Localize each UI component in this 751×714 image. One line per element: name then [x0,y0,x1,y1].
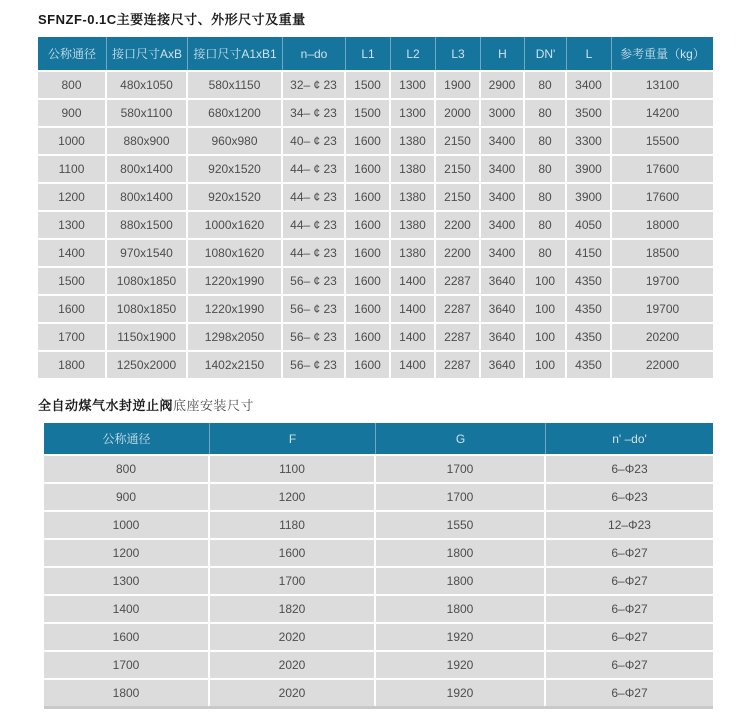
table-cell: 1600 [346,154,391,182]
column-header: DN' [525,37,567,70]
table-cell: 1500 [346,98,391,126]
table-cell: 1380 [391,238,436,266]
table-cell: 800 [38,70,107,98]
column-header: 接口尺寸AxB [107,37,188,70]
table-cell: 1600 [38,294,107,322]
table-cell: 100 [525,322,567,350]
base-install-table-wrap [44,423,713,709]
table-cell: 1250x2000 [107,350,188,378]
table-cell: 3640 [481,266,525,294]
table-cell: 100 [525,350,567,378]
table-cell: 580x1100 [107,98,188,126]
table-cell: 1600 [346,322,391,350]
table-cell: 1700 [376,454,546,482]
table-row [38,294,713,322]
table-row [38,182,713,210]
table-cell: 1220x1990 [188,294,283,322]
table-cell: 800 [44,454,210,482]
table-row [38,154,713,182]
base-install-title-light: 底座安装尺寸 [173,398,255,413]
table-row [38,350,713,378]
table-cell: 800x1400 [107,182,188,210]
table-cell: 1700 [376,482,546,510]
table-cell: 3400 [481,238,525,266]
table-cell: 56– ¢ 23 [283,350,346,378]
table-cell: 2900 [481,70,525,98]
table-header-row [38,37,713,70]
column-header: G [376,423,546,454]
table-cell: 1380 [391,182,436,210]
table-cell: 80 [525,98,567,126]
table-cell: 1200 [38,182,107,210]
table-cell: 1150x1900 [107,322,188,350]
table-cell: 2287 [436,294,481,322]
table-cell: 6–Φ23 [546,454,713,482]
base-install-dimensions-title [38,395,713,414]
table-cell: 2287 [436,266,481,294]
table-row [44,566,713,594]
table-cell: 1820 [210,594,376,622]
table-row [38,322,713,350]
table-row [38,126,713,154]
table-cell: 960x980 [188,126,283,154]
table-cell: 1900 [436,70,481,98]
table-cell: 1700 [44,650,210,678]
table-cell: 1700 [38,322,107,350]
table-cell: 880x1500 [107,210,188,238]
table-cell: 1402x2150 [188,350,283,378]
table-row [44,510,713,538]
table-row [44,678,713,706]
table-cell: 1600 [346,210,391,238]
table-cell: 1800 [38,350,107,378]
table-cell: 3640 [481,350,525,378]
table-cell: 1080x1850 [107,294,188,322]
table-cell: 20200 [612,322,713,350]
table-cell: 80 [525,210,567,238]
table-cell: 80 [525,126,567,154]
table-cell: 1200 [44,538,210,566]
column-header: 接口尺寸A1xB1 [188,37,283,70]
table-cell: 970x1540 [107,238,188,266]
table-cell: 1700 [210,566,376,594]
table-cell: 3400 [567,70,612,98]
table-cell: 14200 [612,98,713,126]
table-cell: 3300 [567,126,612,154]
table-cell: 1300 [391,70,436,98]
table-cell: 6–Φ27 [546,538,713,566]
table-cell: 1920 [376,678,546,706]
table-cell: 1800 [376,538,546,566]
column-header: F [210,423,376,454]
column-header: L3 [436,37,481,70]
table-cell: 4350 [567,266,612,294]
table-cell: 1400 [38,238,107,266]
table-cell: 2150 [436,154,481,182]
column-header: L2 [391,37,436,70]
table-cell: 100 [525,294,567,322]
table-cell: 40– ¢ 23 [283,126,346,154]
connection-dimensions-title: SFNZF-0.1C主要连接尺寸、外形尺寸及重量 [38,12,306,27]
table-row [38,210,713,238]
table-cell: 19700 [612,266,713,294]
table-cell: 1380 [391,210,436,238]
column-header: n' –do' [546,423,713,454]
table-cell: 3400 [481,210,525,238]
table-cell: 1920 [376,650,546,678]
table-row [38,98,713,126]
table-cell: 6–Φ23 [546,482,713,510]
table-row [38,238,713,266]
table-row [38,70,713,98]
table-cell: 1600 [346,266,391,294]
table-cell: 15500 [612,126,713,154]
table-cell: 4050 [567,210,612,238]
table-cell: 1400 [391,266,436,294]
table-cell: 1550 [376,510,546,538]
table-cell: 80 [525,182,567,210]
table-cell: 1600 [346,182,391,210]
table-cell: 22000 [612,350,713,378]
table-cell: 2287 [436,322,481,350]
table-cell: 1600 [346,350,391,378]
table-cell: 3400 [481,154,525,182]
table-row [38,266,713,294]
table-cell: 3640 [481,322,525,350]
table-cell: 1080x1620 [188,238,283,266]
table-cell: 12–Φ23 [546,510,713,538]
table-cell: 1800 [44,678,210,706]
column-header: n–do [283,37,346,70]
table-cell: 3640 [481,294,525,322]
table-row [44,454,713,482]
table-cell: 920x1520 [188,182,283,210]
table-cell: 44– ¢ 23 [283,238,346,266]
table-cell: 4350 [567,322,612,350]
table-cell: 1000 [44,510,210,538]
table-cell: 6–Φ27 [546,650,713,678]
table-cell: 1400 [391,350,436,378]
connection-dimensions-table [38,37,713,378]
table-cell: 920x1520 [188,154,283,182]
base-install-dimensions-table [44,423,713,706]
table-cell: 880x900 [107,126,188,154]
table-cell: 1600 [346,126,391,154]
table-cell: 80 [525,70,567,98]
table-cell: 900 [44,482,210,510]
table-cell: 2200 [436,238,481,266]
table-cell: 800x1400 [107,154,188,182]
table-cell: 4150 [567,238,612,266]
column-header: H [481,37,525,70]
table-cell: 1500 [38,266,107,294]
table-cell: 1000x1620 [188,210,283,238]
table-cell: 6–Φ27 [546,678,713,706]
table-cell: 80 [525,238,567,266]
table-cell: 18500 [612,238,713,266]
table-cell: 1400 [44,594,210,622]
table-cell: 18000 [612,210,713,238]
table-cell: 580x1150 [188,70,283,98]
table-cell: 2020 [210,622,376,650]
table-cell: 6–Φ27 [546,566,713,594]
table-row [44,622,713,650]
table-row [44,650,713,678]
table-cell: 56– ¢ 23 [283,294,346,322]
table-cell: 56– ¢ 23 [283,266,346,294]
table-header-row [44,423,713,454]
table-cell: 6–Φ27 [546,594,713,622]
table-cell: 34– ¢ 23 [283,98,346,126]
table-cell: 56– ¢ 23 [283,322,346,350]
table-cell: 900 [38,98,107,126]
table-cell: 1500 [346,70,391,98]
table-cell: 1380 [391,126,436,154]
table-cell: 1220x1990 [188,266,283,294]
table-cell: 3000 [481,98,525,126]
table-cell: 44– ¢ 23 [283,210,346,238]
table-cell: 3400 [481,182,525,210]
table-cell: 480x1050 [107,70,188,98]
table-cell: 3900 [567,182,612,210]
table-cell: 6–Φ27 [546,622,713,650]
table-cell: 1300 [391,98,436,126]
table-cell: 1100 [210,454,376,482]
table-cell: 4350 [567,350,612,378]
table-row [44,482,713,510]
table-cell: 1600 [346,238,391,266]
table-cell: 1800 [376,566,546,594]
table-cell: 1100 [38,154,107,182]
table-cell: 1298x2050 [188,322,283,350]
table-cell: 1400 [391,294,436,322]
table-cell: 3400 [481,126,525,154]
table-cell: 1800 [376,594,546,622]
column-header: L [567,37,612,70]
table-cell: 1600 [44,622,210,650]
table-row [44,538,713,566]
table-cell: 1300 [44,566,210,594]
column-header: 参考重量（kg） [612,37,713,70]
table-cell: 2150 [436,182,481,210]
table-cell: 44– ¢ 23 [283,154,346,182]
table-cell: 17600 [612,182,713,210]
table-cell: 13100 [612,70,713,98]
table-cell: 1600 [210,538,376,566]
table-cell: 19700 [612,294,713,322]
table-cell: 1920 [376,622,546,650]
base-install-title-bold: 全自动煤气水封逆止阀 [38,398,174,413]
table-cell: 3500 [567,98,612,126]
column-header: 公称通径 [38,37,107,70]
table-cell: 2200 [436,210,481,238]
table-cell: 1380 [391,154,436,182]
table-cell: 1600 [346,294,391,322]
table-row [44,594,713,622]
table-cell: 44– ¢ 23 [283,182,346,210]
table-cell: 100 [525,266,567,294]
table-cell: 1000 [38,126,107,154]
table-cell: 2287 [436,350,481,378]
table-cell: 680x1200 [188,98,283,126]
table-cell: 3900 [567,154,612,182]
table-cell: 4350 [567,294,612,322]
table-cell: 1180 [210,510,376,538]
table-cell: 2150 [436,126,481,154]
column-header: 公称通径 [44,423,210,454]
column-header: L1 [346,37,391,70]
table-cell: 80 [525,154,567,182]
table-cell: 2000 [436,98,481,126]
table-cell: 1400 [391,322,436,350]
table-cell: 1300 [38,210,107,238]
table-cell: 2020 [210,678,376,706]
table-cell: 32– ¢ 23 [283,70,346,98]
table-cell: 2020 [210,650,376,678]
table-cell: 1080x1850 [107,266,188,294]
table-cell: 17600 [612,154,713,182]
table-cell: 1200 [210,482,376,510]
